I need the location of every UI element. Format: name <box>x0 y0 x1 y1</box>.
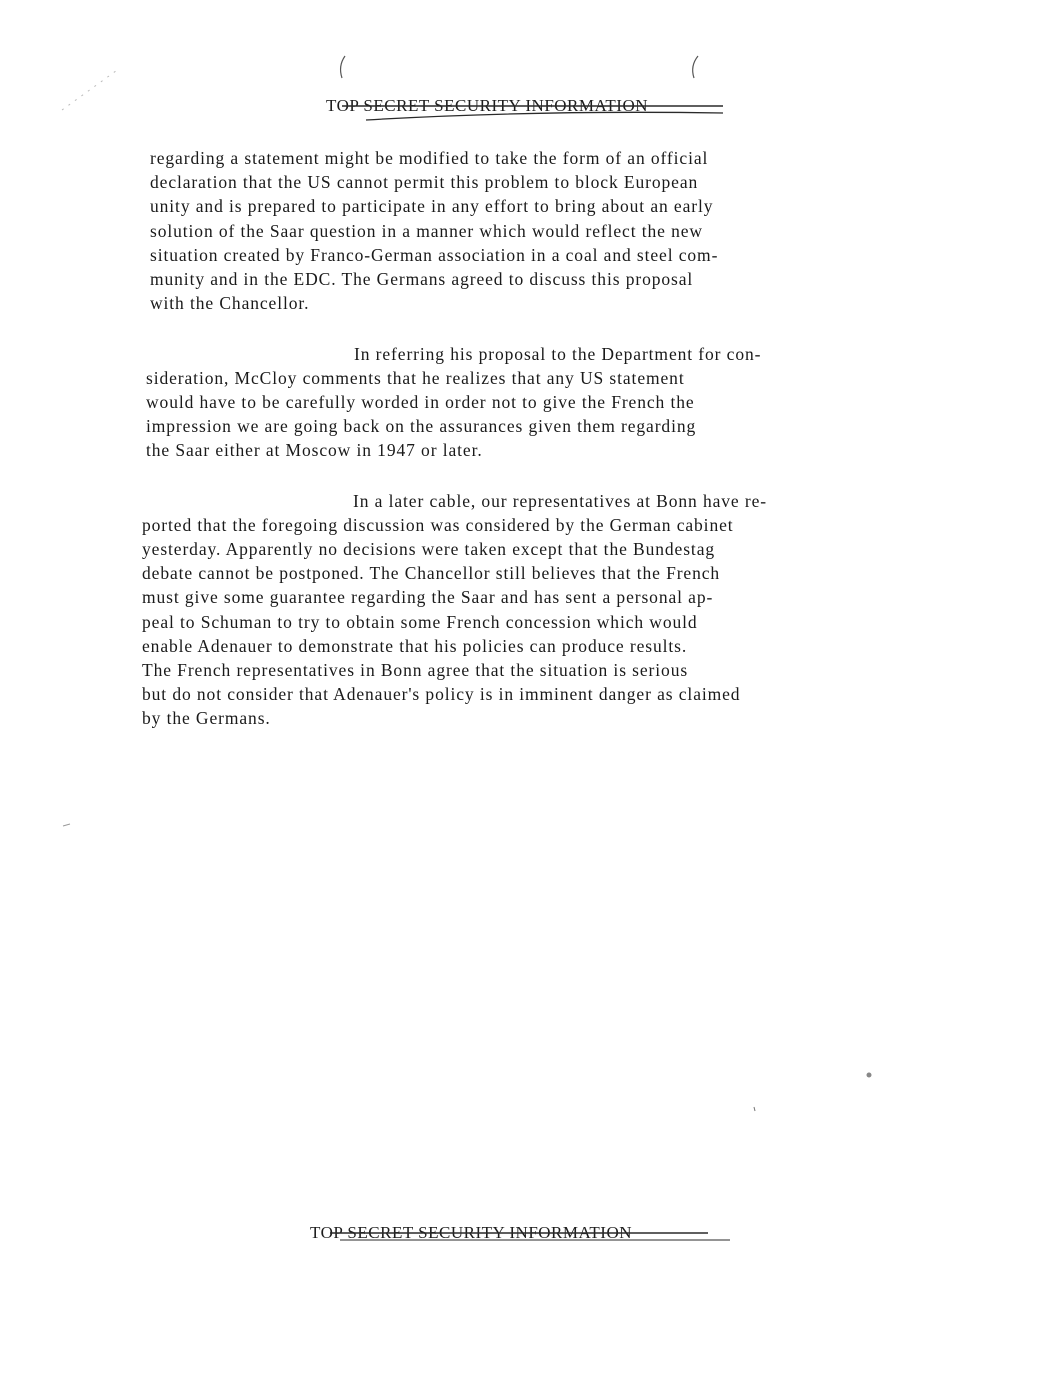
header-classification <box>326 96 648 116</box>
footer-classification-text: TOP SECRET SECURITY INFORMATION <box>310 1223 633 1242</box>
footer-classification <box>310 1223 632 1243</box>
memo-line: would have to be carefully worded in order not to give the French the <box>146 392 695 412</box>
memo-line: impression we are going back on the assurances given them regarding <box>146 416 697 436</box>
memo-line: must give some guarantee regarding the Saar and has sent a personal ap- <box>142 587 714 608</box>
memo-line: enable Adenauer to demonstrate that his policies can produce results. <box>142 635 688 656</box>
memo-line: In referring his proposal to the Department for con- <box>354 344 762 364</box>
memo-line: yesterday. Apparently no decisions were taken except that the Bundestag <box>142 539 716 560</box>
memo-line: but do not consider that Adenauer's policy is in imminent danger as claimed <box>142 683 741 704</box>
memo-line: by the Germans. <box>142 707 271 728</box>
memo-line: declaration that the US cannot permit this problem to block European <box>150 172 699 193</box>
memo-line: ported that the foregoing discussion was considered by the German cabinet <box>142 515 734 536</box>
memo-line: In a later cable, our representatives at Bonn have re- <box>353 491 767 511</box>
memo-line: the Saar either at Moscow in 1947 or later. <box>146 440 483 460</box>
memo-line: peal to Schuman to try to obtain some French concession which would <box>142 611 698 632</box>
memo-line: regarding a statement might be modified to take the form of an official <box>150 148 709 168</box>
memo-line: solution of the Saar question in a manner which would reflect the new <box>150 220 703 241</box>
memo-line: with the Chancellor. <box>150 293 310 314</box>
memo-line: munity and in the EDC. The Germans agreed to discuss this proposal <box>150 269 694 289</box>
memo-line: situation created by Franco-German association in a coal and steel com- <box>150 244 719 265</box>
memo-line: The French representatives in Bonn agree that the situation is serious <box>142 659 689 680</box>
header-classification-text: TOP SECRET SECURITY INFORMATION <box>326 96 649 115</box>
memo-line: sideration, McCloy comments that he realizes that any US statement <box>146 368 685 388</box>
memo-line: debate cannot be postponed. The Chancellor still believes that the French <box>142 563 721 584</box>
memo-line: unity and is prepared to participate in any effort to bring about an early <box>150 196 714 217</box>
